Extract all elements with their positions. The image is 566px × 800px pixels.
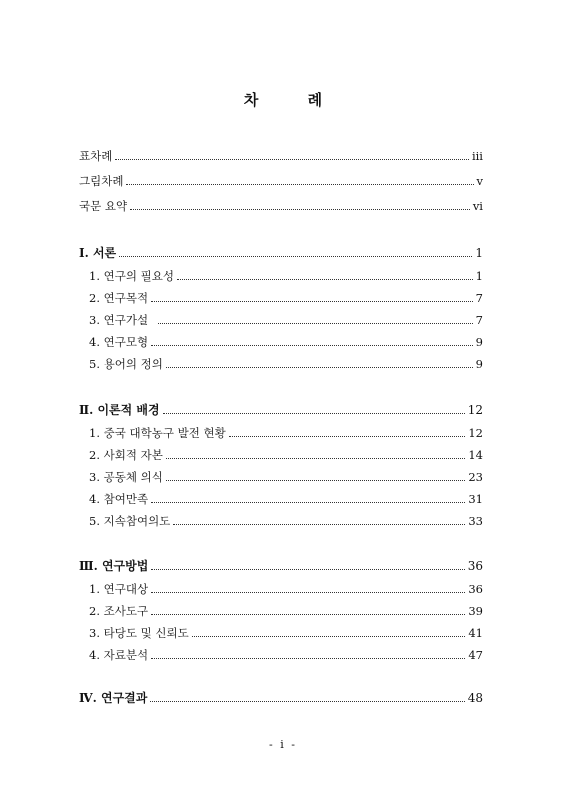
toc-entry xyxy=(89,625,483,641)
dot-leader xyxy=(173,524,465,525)
toc-entry xyxy=(89,513,483,529)
toc-entry-page: 9 xyxy=(475,335,483,349)
toc-entry xyxy=(89,425,483,441)
section-page: 48 xyxy=(467,691,483,705)
toc-entry-page: 31 xyxy=(468,492,483,506)
dot-leader xyxy=(166,367,473,368)
toc-entry-label: 3. 타당도 및 신뢰도 xyxy=(89,626,189,640)
dot-leader xyxy=(151,592,465,593)
toc-entry xyxy=(79,173,483,189)
toc-entry xyxy=(89,356,483,372)
toc-entry-page: vi xyxy=(472,199,483,213)
toc-entry xyxy=(89,647,483,663)
toc-entry xyxy=(89,447,483,463)
toc-entry-page: 9 xyxy=(475,357,483,371)
toc-entry-label: 2. 사회적 자본 xyxy=(89,448,163,462)
toc-entry-page: iii xyxy=(471,149,483,163)
toc-entry-page: 47 xyxy=(468,648,483,662)
toc-entry xyxy=(89,290,483,306)
section-label: Ⅰ. 서론 xyxy=(79,246,117,260)
dot-leader xyxy=(177,279,473,280)
toc-entry-label: 1. 연구의 필요성 xyxy=(89,269,174,283)
toc-entry-label: 그림차례 xyxy=(79,174,124,188)
toc-section-heading xyxy=(79,690,483,706)
dot-leader xyxy=(126,184,473,185)
toc-entry xyxy=(89,268,483,284)
toc-section-heading xyxy=(79,558,483,574)
dot-leader xyxy=(119,256,472,257)
dot-leader xyxy=(151,345,473,346)
toc-entry-page: v xyxy=(476,174,483,188)
dot-leader xyxy=(115,159,469,160)
toc-entry-label: 국문 요약 xyxy=(79,199,128,213)
toc-entry-page: 33 xyxy=(468,514,483,528)
dot-leader xyxy=(151,614,465,615)
dot-leader xyxy=(151,569,464,570)
toc-entry xyxy=(89,312,483,328)
toc-entry-page: 23 xyxy=(468,470,483,484)
toc-entry xyxy=(89,491,483,507)
toc-entry-label: 1. 중국 대학농구 발전 현황 xyxy=(89,426,226,440)
dot-leader xyxy=(150,701,464,702)
toc-entry-label: 4. 자료분석 xyxy=(89,648,149,662)
section-label: Ⅳ. 연구결과 xyxy=(79,691,148,705)
toc-entry-label: 2. 연구목적 xyxy=(89,291,149,305)
toc-entry-label: 5. 용어의 정의 xyxy=(89,357,163,371)
toc-entry-page: 36 xyxy=(468,582,483,596)
toc-entry-label: 3. 공동체 의식 xyxy=(89,470,163,484)
section-page: 12 xyxy=(467,403,483,417)
dot-leader xyxy=(158,323,473,324)
toc-entry xyxy=(89,334,483,350)
dot-leader xyxy=(151,301,473,302)
toc-entry xyxy=(79,198,483,214)
toc-entry-page: 7 xyxy=(475,291,483,305)
dot-leader xyxy=(151,658,465,659)
toc-section-heading xyxy=(79,402,483,418)
toc-section-heading xyxy=(79,245,483,261)
page-number: - i - xyxy=(269,738,297,751)
section-label: Ⅱ. 이론적 배경 xyxy=(79,403,160,417)
dot-leader xyxy=(130,209,470,210)
toc-entry-page: 41 xyxy=(468,626,483,640)
toc-entry xyxy=(89,469,483,485)
toc-entry xyxy=(89,581,483,597)
page-title: 차 례 xyxy=(243,91,345,109)
toc-entry-label: 4. 참여만족 xyxy=(89,492,149,506)
section-label: Ⅲ. 연구방법 xyxy=(79,559,149,573)
toc-entry-label: 1. 연구대상 xyxy=(89,582,149,596)
toc-entry-label: 2. 조사도구 xyxy=(89,604,149,618)
section-page: 36 xyxy=(467,559,483,573)
dot-leader xyxy=(166,458,466,459)
dot-leader xyxy=(192,636,466,637)
toc-entry-label: 3. 연구가설 xyxy=(89,313,149,327)
section-page: 1 xyxy=(475,246,483,260)
toc-entry-label: 표차례 xyxy=(79,149,113,163)
toc-entry xyxy=(89,603,483,619)
toc-entry-page: 7 xyxy=(475,313,483,327)
toc-entry-label: 5. 지속참여의도 xyxy=(89,514,171,528)
toc-entry-page: 39 xyxy=(468,604,483,618)
toc-entry-page: 1 xyxy=(475,269,483,283)
toc-entry-page: 12 xyxy=(468,426,483,440)
toc-entry-page: 14 xyxy=(468,448,483,462)
toc-entry-label: 4. 연구모형 xyxy=(89,335,149,349)
dot-leader xyxy=(163,413,465,414)
dot-leader xyxy=(229,436,466,437)
dot-leader xyxy=(166,480,466,481)
toc-entry xyxy=(79,148,483,164)
dot-leader xyxy=(151,502,465,503)
